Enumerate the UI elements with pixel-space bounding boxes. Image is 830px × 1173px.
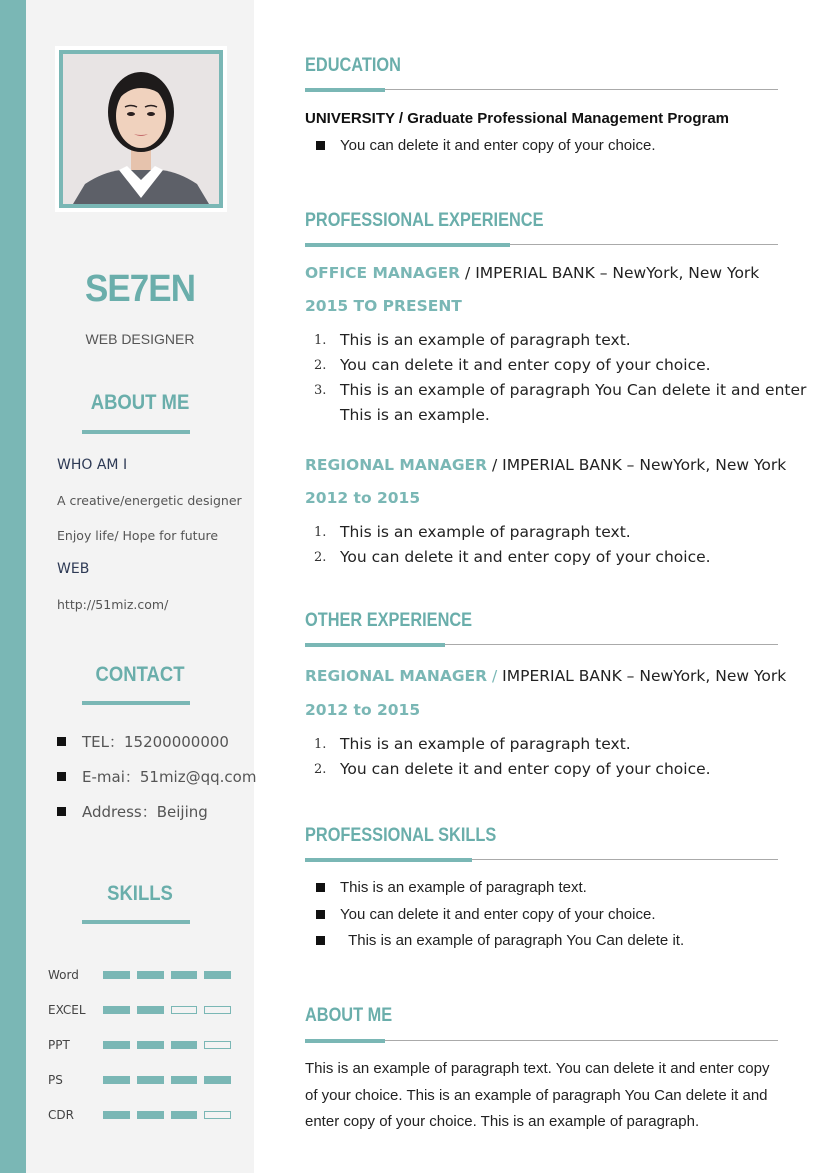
square-bullet-icon <box>57 807 66 816</box>
skill-level-empty <box>204 1111 231 1119</box>
who-am-i-label: WHO AM I <box>57 457 128 473</box>
square-bullet-icon <box>316 141 325 150</box>
education-accent <box>305 88 385 92</box>
list-item: 1. This is an example of paragraph text. <box>314 735 631 753</box>
other-job-role: REGIONAL MANAGER <box>305 667 488 685</box>
skill-level-filled <box>171 1111 198 1119</box>
education-bullet-text: You can delete it and enter copy of your choice. <box>340 137 656 154</box>
about-line-1: A creative/energetic designer <box>57 493 242 508</box>
skill-bullet: This is an example of paragraph text. <box>316 879 587 896</box>
contact-phone-text: TEL：15200000000 <box>82 733 229 751</box>
list-item: 2. You can delete it and enter copy of your choice. <box>314 356 711 374</box>
job-1-line <box>305 264 759 282</box>
skill-level-filled <box>171 1041 198 1049</box>
skill-level-empty <box>204 1006 231 1014</box>
skill-level-filled <box>204 1076 231 1084</box>
profile-role: WEB DESIGNER <box>85 331 195 347</box>
contact-heading: CONTACT <box>95 663 185 686</box>
skill-level-filled <box>137 971 164 979</box>
other-job-period: 2012 to 2015 <box>305 701 421 719</box>
square-bullet-icon <box>316 910 325 919</box>
other-job-line <box>305 667 786 685</box>
professional-skills-accent <box>305 858 472 862</box>
skill-level-filled <box>204 971 231 979</box>
skill-level-filled <box>171 971 198 979</box>
skill-level-filled <box>103 971 130 979</box>
job-2-line <box>305 456 786 474</box>
other-experience-accent <box>305 643 445 647</box>
skill-label: Word <box>48 968 79 982</box>
education-school: UNIVERSITY <box>305 110 395 127</box>
education-program: / Graduate Professional Management Program <box>394 110 730 127</box>
skill-label: EXCEL <box>48 1003 86 1017</box>
profile-photo-frame <box>55 46 227 212</box>
about-line-2: Enjoy life/ Hope for future <box>57 528 219 543</box>
job-1-company: / IMPERIAL BANK – NewYork, New York <box>460 264 760 282</box>
skill-level-empty <box>171 1006 198 1014</box>
professional-skills-title: PROFESSIONAL SKILLS <box>305 825 497 846</box>
skill-level-filled <box>137 1041 164 1049</box>
contact-address-text: Address：Beijing <box>82 803 208 821</box>
about-me-underline <box>82 430 190 434</box>
job-1-role: OFFICE MANAGER <box>305 264 461 282</box>
education-bullet <box>316 137 656 154</box>
skills-underline <box>82 920 190 924</box>
job-1-period: 2015 TO PRESENT <box>305 297 462 315</box>
other-job-company: IMPERIAL BANK – NewYork, New York <box>502 667 787 685</box>
education-entry <box>305 110 729 127</box>
square-bullet-icon <box>316 883 325 892</box>
skill-level-filled <box>103 1076 130 1084</box>
skill-row <box>48 1038 238 1052</box>
web-url-link[interactable]: http://51miz.com/ <box>57 597 169 612</box>
list-item: 1. This is an example of paragraph text. <box>314 331 631 349</box>
about-me-main-title: ABOUT ME <box>305 1005 393 1026</box>
skill-bullet: You can delete it and enter copy of your choice. <box>316 906 656 923</box>
skill-level-filled <box>137 1006 164 1014</box>
experience-title: PROFESSIONAL EXPERIENCE <box>305 210 544 231</box>
about-me-heading: ABOUT ME <box>90 391 190 414</box>
skill-level-filled <box>137 1111 164 1119</box>
profile-photo <box>59 50 223 208</box>
job-2-role: REGIONAL MANAGER <box>305 456 488 474</box>
web-label: WEB <box>57 561 90 577</box>
list-item: 2. You can delete it and enter copy of your choice. <box>314 548 711 566</box>
about-me-paragraph: This is an example of paragraph text. You can delete it and enter copy of your choice. This is an example of paragraph You Can delete it and enter copy of your choice. This is an example of paragraph. <box>305 1060 770 1130</box>
skill-row <box>48 968 238 982</box>
skill-row <box>48 1108 238 1122</box>
portrait-illustration <box>63 54 219 204</box>
profile-name: SE7EN <box>84 268 196 310</box>
contact-email <box>57 766 256 787</box>
skill-label: PS <box>48 1073 63 1087</box>
skill-level-filled <box>171 1076 198 1084</box>
square-bullet-icon <box>316 936 325 945</box>
list-item: 1. This is an example of paragraph text. <box>314 523 631 541</box>
list-item: 3. This is an example of paragraph You Can delete it and enter <box>314 381 807 399</box>
skill-label: CDR <box>48 1108 74 1122</box>
square-bullet-icon <box>57 772 66 781</box>
skill-bullet: This is an example of paragraph You Can delete it. <box>316 932 684 949</box>
skill-level-filled <box>103 1006 130 1014</box>
skill-level-filled <box>137 1076 164 1084</box>
other-experience-title: OTHER EXPERIENCE <box>305 610 473 631</box>
list-item: 2. You can delete it and enter copy of your choice. <box>314 760 711 778</box>
job-2-period: 2012 to 2015 <box>305 489 421 507</box>
contact-phone <box>57 731 229 752</box>
experience-accent <box>305 243 510 247</box>
contact-address <box>57 801 208 822</box>
skill-row <box>48 1073 238 1087</box>
left-accent-strip <box>0 0 26 1173</box>
skill-row <box>48 1003 238 1017</box>
skill-level-filled <box>103 1111 130 1119</box>
skill-level-empty <box>204 1041 231 1049</box>
other-job-slash: / <box>487 667 503 685</box>
list-item-continuation: This is an example. <box>340 406 490 424</box>
about-me-main-accent <box>305 1039 385 1043</box>
skill-label: PPT <box>48 1038 70 1052</box>
education-title: EDUCATION <box>305 55 401 76</box>
square-bullet-icon <box>57 737 66 746</box>
skill-level-filled <box>103 1041 130 1049</box>
contact-underline <box>82 701 190 705</box>
skills-heading: SKILLS <box>107 882 173 905</box>
contact-email-text[interactable]: E-mai：51miz@qq.com <box>82 768 257 786</box>
job-2-company: / IMPERIAL BANK – NewYork, New York <box>487 456 787 474</box>
